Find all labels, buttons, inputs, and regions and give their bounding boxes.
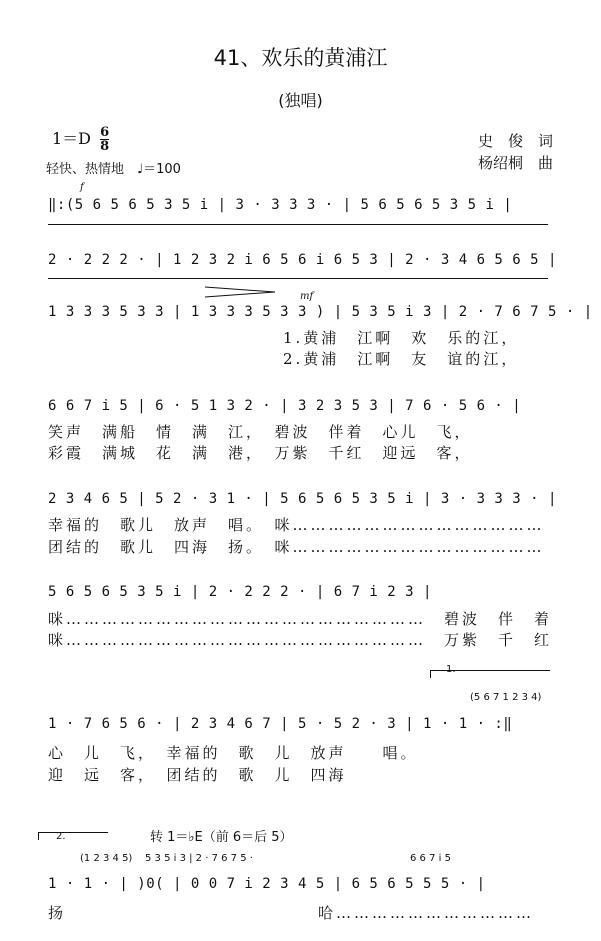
lyric-verse2-line2: 彩霞 满城 花 满 港， 万紫 千红 迎远 客， bbox=[48, 444, 473, 462]
score-row-4: 6 6 7 i 5 | 6 · 5 1 3 2 · | 3 2 3 5 3 | 7 6 · 5 6 · | bbox=[48, 398, 522, 414]
score-row-8-upper-a: 5 3 5 i 3 | 2 · 7 6 7 5 · bbox=[145, 853, 253, 864]
lyric-verse2-line5: 迎 远 客， 团结的 歌 儿 四海 bbox=[48, 766, 347, 784]
lyric-final-line: 扬 哈…………………………… bbox=[48, 904, 535, 922]
lyric-verse1-line1: 1.黄浦 江啊 欢 乐的江， bbox=[283, 329, 520, 347]
time-sig-bottom: 8 bbox=[100, 139, 110, 154]
lyric-verse2-line1: 2.黄浦 江啊 友 谊的江， bbox=[283, 350, 520, 368]
lyric-verse1-line3: 幸福的 歌儿 放声 唱。 咪…………………………………… bbox=[48, 516, 545, 534]
score-row-8: 1 · 1 · | )0( | 0 0 7 i 2 3 4 5 | 6 5 6 5 5 5 · | bbox=[48, 876, 486, 892]
lyricist-credit: 史 俊 词 bbox=[478, 132, 554, 150]
composer-credit: 杨绍桐 曲 bbox=[478, 154, 554, 172]
volta-2-label: 2. bbox=[56, 831, 66, 842]
song-title: 41、欢乐的黄浦江 bbox=[213, 46, 388, 70]
lyric-verse1-line2: 笑声 满船 情 满 江， 碧波 伴着 心儿 飞， bbox=[48, 423, 473, 441]
score-row-1: ‖:(5 6 5 6 5 3 5 i | 3 · 3 3 3 · | 5 6 5 6 5 3 5 i | bbox=[48, 197, 513, 213]
lyric-verse2-line3: 团结的 歌儿 四海 扬。 咪…………………………………… bbox=[48, 538, 545, 556]
lyric-verse1-line5: 心 儿 飞， 幸福的 歌 儿 放声 唱。 bbox=[48, 744, 419, 762]
volta-1-grace-notes: (5 6 7 1 2 3 4) bbox=[470, 692, 542, 703]
time-sig-top: 6 bbox=[100, 125, 110, 140]
song-subtitle: (独唱) bbox=[278, 91, 323, 110]
volta-2-bracket-top bbox=[38, 832, 108, 833]
key-signature bbox=[52, 126, 109, 153]
volta-2-bracket-left bbox=[38, 832, 39, 840]
dynamic-mezzo-forte: mf bbox=[300, 291, 314, 302]
score-row-7: 1 · 7 6 5 6 · | 2 3 4 6 7 | 5 · 5 2 · 3 | 1 · 1 · :‖ bbox=[48, 716, 513, 732]
key-label: 1＝D bbox=[52, 129, 92, 148]
dynamic-forte: f bbox=[80, 182, 84, 193]
diminuendo-hairpin bbox=[205, 286, 275, 298]
modulation-marking: 转 1＝♭E（前 6＝后 5） bbox=[150, 830, 293, 845]
score-row-2: 2 · 2 2 2 · | 1 2 3 2 i 6 5 6 i 6 5 3 | 2 · 3 4 6 5 6 5 | bbox=[48, 252, 557, 268]
tempo-marking: 轻快、热情地 ♩＝100 bbox=[46, 162, 181, 177]
lyric-verse2-line4: 咪…………………………………………………… 万紫 千 红 bbox=[48, 631, 553, 649]
row-2-baseline bbox=[48, 278, 548, 279]
score-row-6: 5 6 5 6 5 3 5 i | 2 · 2 2 2 · | 6 7 i 2 3 | bbox=[48, 584, 432, 600]
score-row-5: 2 3 4 6 5 | 5 2 · 3 1 · | 5 6 5 6 5 3 5 i | 3 · 3 3 3 · | bbox=[48, 491, 557, 507]
time-signature bbox=[100, 126, 109, 153]
lyric-verse1-line4: 咪…………………………………………………… 碧波 伴 着 bbox=[48, 610, 553, 628]
volta-1-bracket-left bbox=[430, 670, 431, 678]
score-row-3: 1 3 3 3 5 3 3 | 1 3 3 3 5 3 3 ) | 5 3 5 i 3 | 2 · 7 6 7 5 · | bbox=[48, 304, 593, 320]
volta-1-label: 1. bbox=[446, 664, 456, 675]
volta-2-grace-notes: (1 2 3 4 5) bbox=[80, 853, 133, 864]
row-1-baseline bbox=[48, 224, 548, 225]
score-row-8-upper-b: 6 6 7 i 5 bbox=[410, 853, 451, 864]
